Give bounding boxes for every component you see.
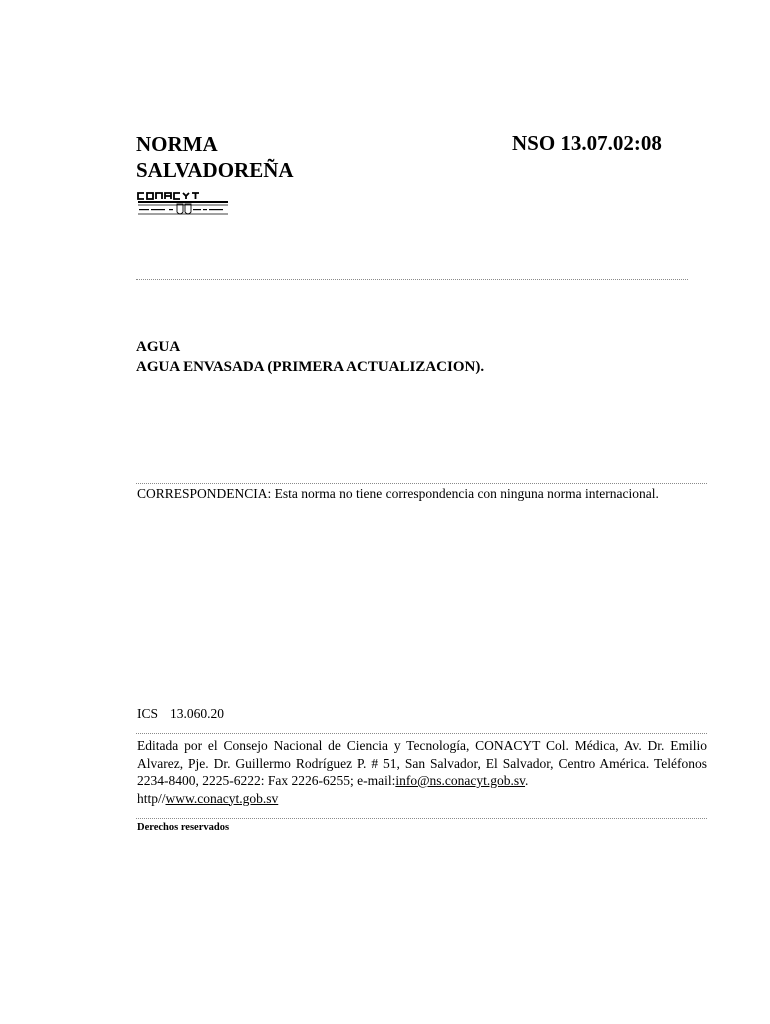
- editorial-period: .: [525, 773, 529, 788]
- correspondence-note: CORRESPONDENCIA: Esta norma no tiene correspondencia con ninguna norma internacional.: [137, 486, 659, 501]
- rights-reserved: Derechos reservados: [137, 822, 230, 833]
- subject-line-1: AGUA: [136, 339, 181, 355]
- ics-classification: [137, 706, 224, 722]
- title-line-2: SALVADOREÑA: [136, 158, 294, 182]
- document-title: [136, 131, 294, 183]
- title-line-1: NORMA: [136, 132, 218, 156]
- website-link[interactable]: www.conacyt.gob.sv: [165, 790, 279, 806]
- divider-correspondence: [136, 483, 707, 484]
- divider-top: [136, 279, 688, 280]
- email-link[interactable]: info@ns.conacyt.gob.sv: [395, 773, 526, 788]
- ics-label: ICS: [137, 706, 159, 721]
- norm-code: NSO 13.07.02:08: [512, 131, 662, 155]
- editorial-info: [137, 737, 707, 807]
- web-prefix: http//: [137, 790, 166, 806]
- divider-editorial: [136, 733, 707, 734]
- editorial-text: Editada por el Consejo Nacional de Ciencia y Tecnología, CONACYT Col. Médica, Av. Dr. Emilio Alvarez, Pje. Dr. Guillermo Rodríguez P. # 51, San Salvador, El Salvador, Centro América. Teléfonos 2234-8400, 2225-6222: Fax 2226-6255; e-mail:: [137, 738, 707, 788]
- divider-rights: [136, 818, 707, 819]
- conacyt-logo: [137, 190, 229, 218]
- subject-line-2: AGUA ENVASADA (PRIMERA ACTUALIZACION).: [136, 359, 485, 375]
- ics-code: 13.060.20: [170, 706, 225, 721]
- document-subject: [136, 337, 484, 377]
